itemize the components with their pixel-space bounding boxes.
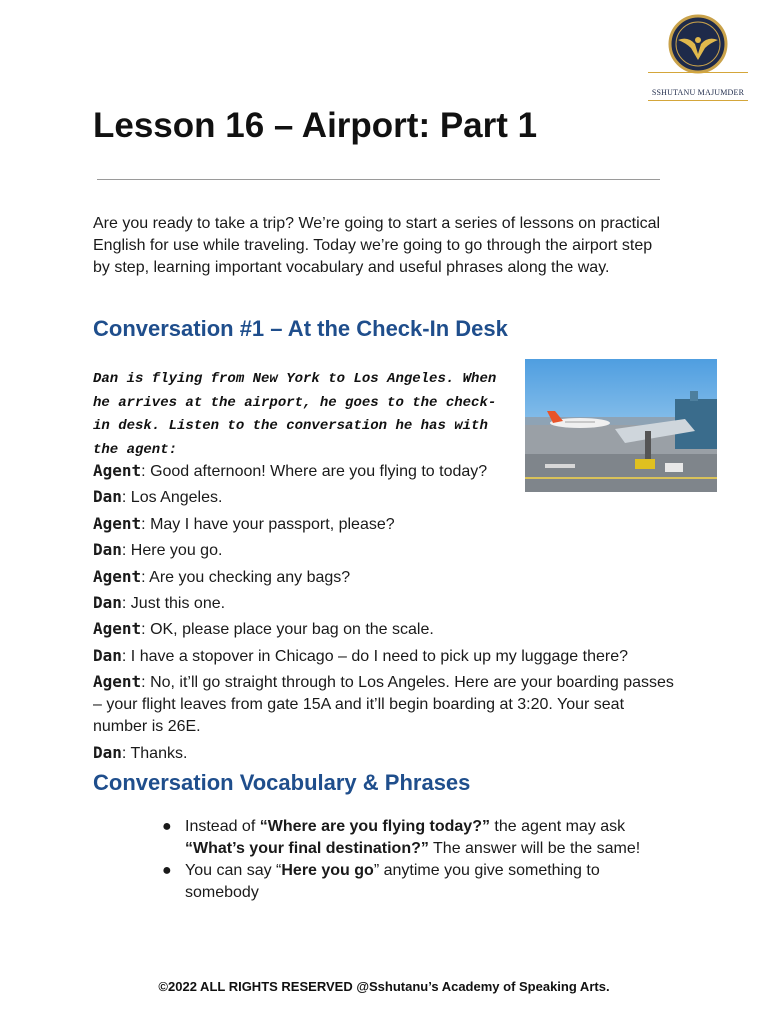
dialogue-line [93, 486, 675, 509]
intro-paragraph: Are you ready to take a trip? We’re going to start a series of lessons on practical English for use while traveling. Today we’re going to go through the airport step by step, learning important vocabulary and useful phrases along the way. [93, 215, 661, 276]
item-phrase: Here you go [281, 862, 374, 879]
speaker-label: Agent [93, 672, 142, 692]
dialogue-line [93, 513, 675, 536]
speaker-label: Dan [93, 592, 122, 612]
scene-description: Dan is flying from New York to Los Angeles. When he arrives at the airport, he goes to the check-in desk. Listen to the conversation he has with the agent: [93, 371, 497, 458]
vocab-heading: Conversation Vocabulary & Phrases [93, 770, 471, 795]
brand-logo [648, 10, 748, 96]
line-text: : Just this one. [121, 594, 226, 612]
item-text: the agent may ask [489, 818, 626, 835]
eagle-emblem-icon [648, 10, 748, 80]
dialogue-line [93, 645, 675, 668]
bullet-icon: ● [162, 818, 172, 835]
logo-divider [648, 100, 748, 101]
speaker-label: Agent [93, 566, 142, 586]
conversation-heading: Conversation #1 – At the Check-In Desk [93, 316, 508, 341]
line-text: : Good afternoon! Where are you flying to today? [141, 463, 488, 480]
speaker-label: Agent [93, 461, 142, 480]
speaker-label: Dan [93, 487, 122, 507]
line-text: : Are you checking any bags? [141, 568, 351, 586]
speaker-label: Agent [93, 513, 142, 533]
speaker-label: Dan [93, 742, 122, 762]
item-phrase: “Where are you flying today?” [259, 818, 490, 835]
dialogue-line [93, 742, 675, 765]
item-text: The answer will be the same! [428, 840, 641, 857]
line-text: : Here you go. [121, 542, 223, 560]
item-text: ” anytime you give something to somebody [185, 862, 600, 901]
speaker-label: Dan [93, 645, 122, 665]
line-text: : I have a stopover in Chicago – do I need to pick up my luggage there? [121, 647, 629, 665]
line-text: : May I have your passport, please? [141, 515, 395, 533]
line-text: : OK, please place your bag on the scale. [141, 621, 434, 639]
item-phrase: “What’s your final destination?” [185, 840, 429, 857]
title-divider [97, 179, 660, 180]
dialogue-line [93, 460, 675, 483]
dialogue-line [93, 592, 675, 615]
list-item [160, 816, 660, 860]
list-item [160, 860, 660, 904]
speaker-label: Agent [93, 619, 142, 639]
line-text: : No, it’ll go straight through to Los Angeles. Here are your boarding passes – your flight leaves from gate 15A and it’ll begin boarding at 3:20. Your seat number is 26E. [93, 674, 674, 736]
dialogue-line [93, 618, 675, 641]
logo-divider [648, 72, 748, 73]
speaker-label: Dan [93, 540, 122, 560]
line-text: : Thanks. [121, 744, 188, 762]
dialogue-line [93, 566, 675, 589]
logo-caption: SSHUTANU MAJUMDER [651, 88, 745, 97]
dialogue [93, 460, 675, 768]
copyright-footer: ©2022 ALL RIGHTS RESERVED @Sshutanu’s Academy of Speaking Arts. [158, 979, 610, 994]
page-title: Lesson 16 – Airport: Part 1 [93, 106, 538, 145]
dialogue-line [93, 671, 675, 738]
item-text: Instead of [185, 818, 260, 835]
line-text: : Los Angeles. [121, 489, 223, 507]
dialogue-line [93, 539, 675, 562]
bullet-icon: ● [162, 862, 172, 879]
vocab-list [160, 816, 660, 904]
item-text: You can say “ [185, 862, 282, 879]
